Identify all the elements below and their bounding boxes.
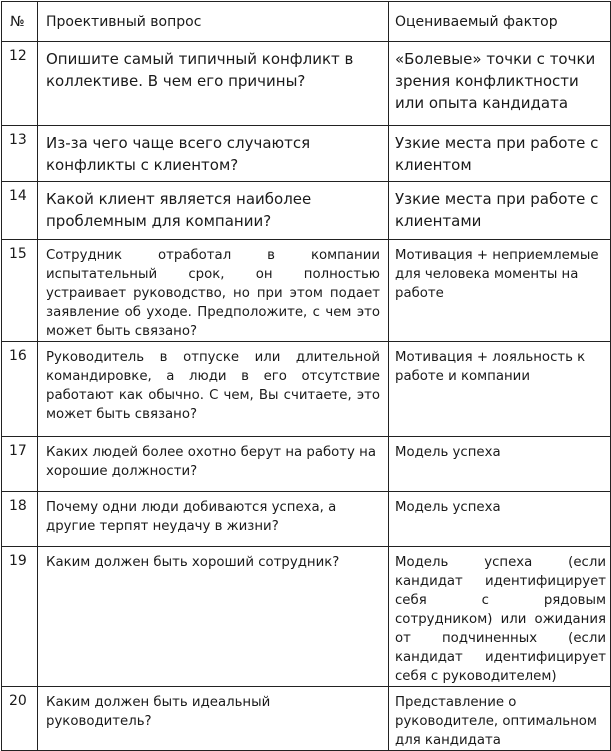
row-question: Руководитель в отпуске или длительной командировке, а люди в его отсутствие работают как обычно. С чем, Вы считаете, это может быть связано? xyxy=(38,342,389,437)
row-question: Каким должен быть хороший сотрудник? xyxy=(38,547,389,687)
row-num: 18 xyxy=(2,492,38,547)
row-num: 14 xyxy=(2,182,38,240)
header-question: Проективный вопрос xyxy=(38,2,389,42)
row-num: 15 xyxy=(2,240,38,342)
row-num: 16 xyxy=(2,342,38,437)
row-question: Каким должен быть идеальный руководитель? xyxy=(38,687,389,751)
row-question: Каких людей более охотно берут на работу на хорошие должности? xyxy=(38,437,389,492)
row-factor: «Болевые» точки с точки зрения конфликтности или опыта кандидата xyxy=(389,42,611,126)
row-factor: Мотивация + неприемлемые для человека моменты на работе xyxy=(389,240,611,342)
row-question: Из-за чего чаще всего случаются конфликты с клиентом? xyxy=(38,126,389,182)
header-num: № xyxy=(2,2,38,42)
table-row xyxy=(2,126,611,182)
row-factor: Узкие места при работе с клиентом xyxy=(389,126,611,182)
row-num: 19 xyxy=(2,547,38,687)
header-factor: Оцениваемый фактор xyxy=(389,2,611,42)
row-question: Почему одни люди добиваются успеха, а другие терпят неудачу в жизни? xyxy=(38,492,389,547)
table-row xyxy=(2,492,611,547)
table-row xyxy=(2,342,611,437)
row-factor: Модель успеха xyxy=(389,492,611,547)
row-factor: Модель успеха (если кандидат идентифицирует себя с рядовым сотрудником) или ожидания от подчиненных (если кандидат идентифицирует себя с руководителем) xyxy=(389,547,611,687)
row-num: 12 xyxy=(2,42,38,126)
row-num: 17 xyxy=(2,437,38,492)
row-question: Опишите самый типичный конфликт в коллективе. В чем его причины? xyxy=(38,42,389,126)
row-factor: Представление о руководителе, оптимальном для кандидата xyxy=(389,687,611,751)
row-factor: Мотивация + лояльность к работе и компании xyxy=(389,342,611,437)
questions-table xyxy=(1,1,611,751)
row-factor: Узкие места при работе с клиентами xyxy=(389,182,611,240)
table-row xyxy=(2,547,611,687)
table-header-row xyxy=(2,2,611,42)
row-num: 20 xyxy=(2,687,38,751)
row-factor: Модель успеха xyxy=(389,437,611,492)
table-row xyxy=(2,182,611,240)
table-row xyxy=(2,437,611,492)
table-row xyxy=(2,240,611,342)
row-question: Сотрудник отработал в компании испытательный срок, он полностью устраивает руководство, но при этом подает заявление об уходе. Предположите, с чем это может быть связано? xyxy=(38,240,389,342)
row-question: Какой клиент является наиболее проблемным для компании? xyxy=(38,182,389,240)
row-num: 13 xyxy=(2,126,38,182)
table-row xyxy=(2,42,611,126)
